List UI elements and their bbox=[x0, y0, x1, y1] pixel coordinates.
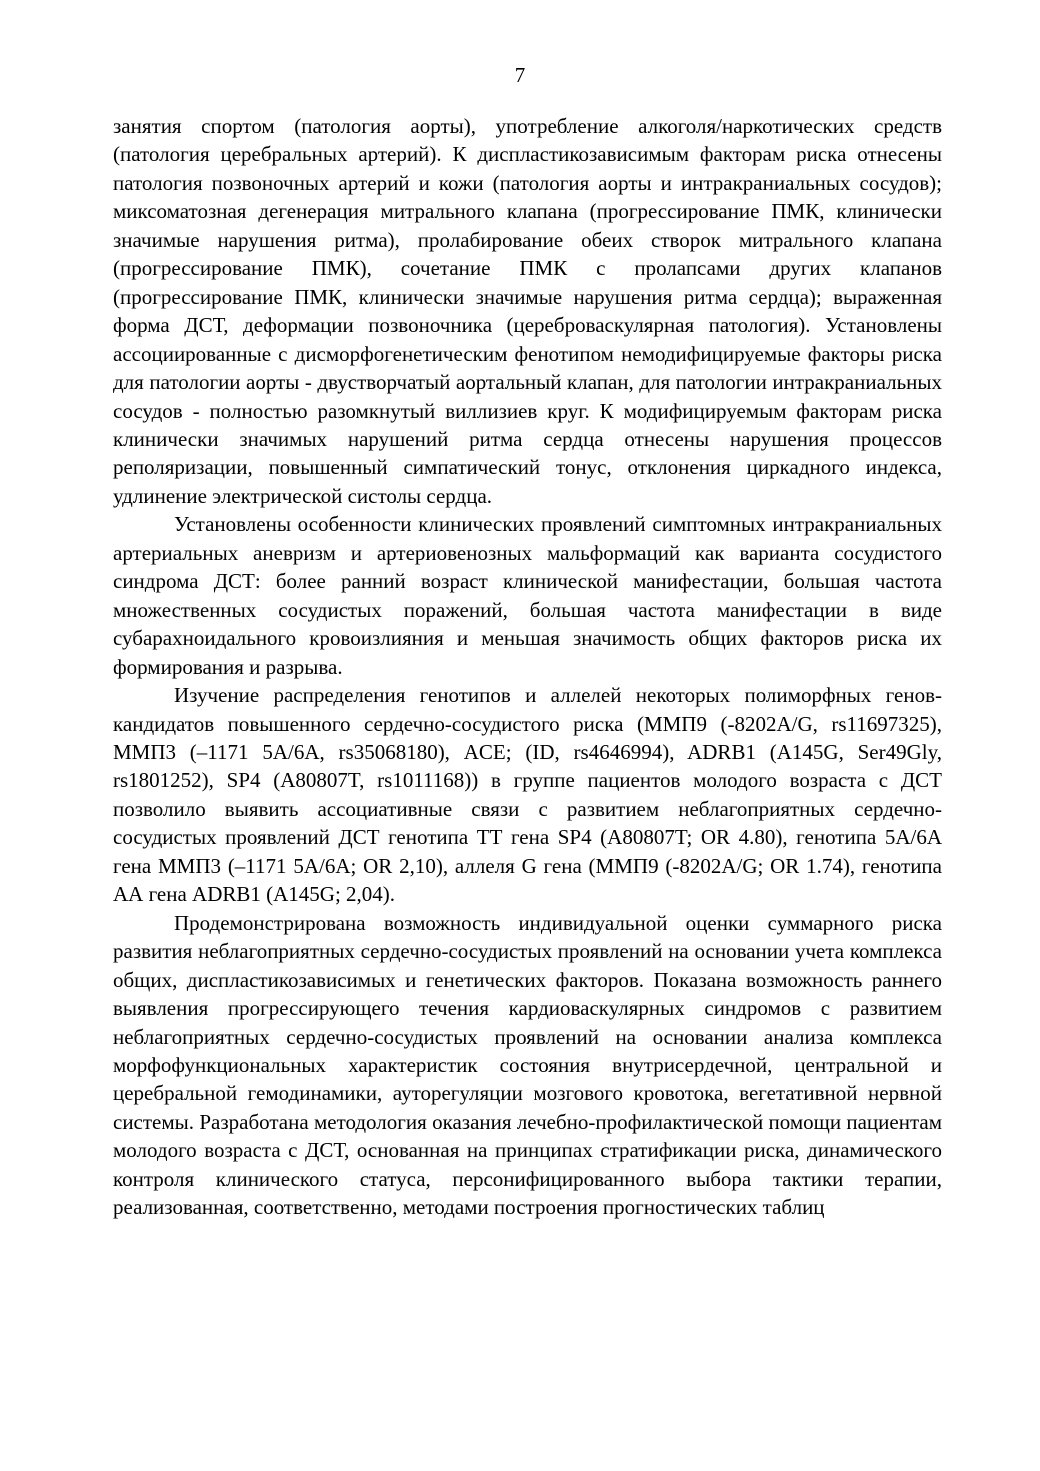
page-number: 7 bbox=[514, 63, 526, 87]
paragraph-risk-assessment-methodology: Продемонстрирована возможность индивидуальной оценки суммарного риска развития неблагоприятных сердечно-сосудистых проявлений на основании учета комплекса общих, диспластикозависимых и генетических факторов. Показана возможность раннего выявления прогрессирующего течения кардиоваскулярных синдромов с развитием неблагоприятных сердечно-сосудистых проявлений на основании анализа комплекса морфофункциональных характеристик состояния внутрисердечной, центральной и церебральной гемодинамики, ауторегуляции мозгового кровотока, вегетативной нервной системы. Разработана методология оказания лечебно-профилактической помощи пациентам молодого возраста с ДСТ, основанная на принципах стратификации риска, динамического контроля клинического статуса, персонифицированного выбора тактики терапии, реализованная, соответственно, методами построения прогностических таблиц bbox=[113, 910, 942, 1220]
body-text bbox=[113, 112, 942, 1222]
paragraph-intracranial-aneurysms: Установлены особенности клинических проявлений симптомных интракраниальных артериальных аневризм и артериовенозных мальформаций как варианта сосудистого синдрома ДСТ: более ранний возраст клинической манифестации, большая частота множественных сосудистых поражений, большая частота манифестации в виде субарахноидального кровоизлияния и меньшая значимость общих факторов риска их формирования и разрыва. bbox=[113, 512, 942, 679]
paragraph-genotype-study: Изучение распределения генотипов и аллелей некоторых полиморфных генов-кандидатов повышенного сердечно-сосудистого риска (ММП9 (-8202A/G, rs11697325), ММП3 (–1171 5A/6A, rs35068180), ACE; (ID, rs4646994), ADRB1 (A145G, Ser49Gly, rs1801252), SP4 (A80807T, rs1011168)) в группе пациентов молодого возраста с ДСТ позволило выявить ассоциативные связи с развитием неблагоприятных сердечно-сосудистых проявлений ДСТ генотипа ТТ гена SP4 (A80807T; OR 4.80), генотипа 5А/6А гена ММП3 (–1171 5A/6A; OR 2,10), аллеля G гена (ММП9 (-8202A/G; OR 1.74), генотипа АА гена ADRB1 (A145G; 2,04). bbox=[113, 683, 942, 907]
paragraph-risk-factors: занятия спортом (патология аорты), употребление алкоголя/наркотических средств (патология церебральных артерий). К диспластикозависимым факторам риска отнесены патология позвоночных артерий и кожи (патология аорты и интракраниальных сосудов); миксоматозная дегенерация митрального клапана (прогрессирование ПМК, клинически значимые нарушения ритма), пролабирование обеих створок митрального клапана (прогрессирование ПМК), сочетание ПМК с пролапсами других клапанов (прогрессирование ПМК, клинически значимые нарушения ритма сердца); выраженная форма ДСТ, деформации позвоночника (цереброваскулярная патология). Установлены ассоциированные с дисморфогенетическим фенотипом немодифицируемые факторы риска для патологии аорты - двустворчатый аортальный клапан, для патологии интракраниальных сосудов - полностью разомкнутый виллизиев круг. К модифицируемым факторам риска клинически значимых нарушений ритма сердца отнесены нарушения процессов реполяризации, повышенный симпатический тонус, отклонения циркадного индекса, удлинение электрической систолы сердца. bbox=[113, 114, 942, 508]
